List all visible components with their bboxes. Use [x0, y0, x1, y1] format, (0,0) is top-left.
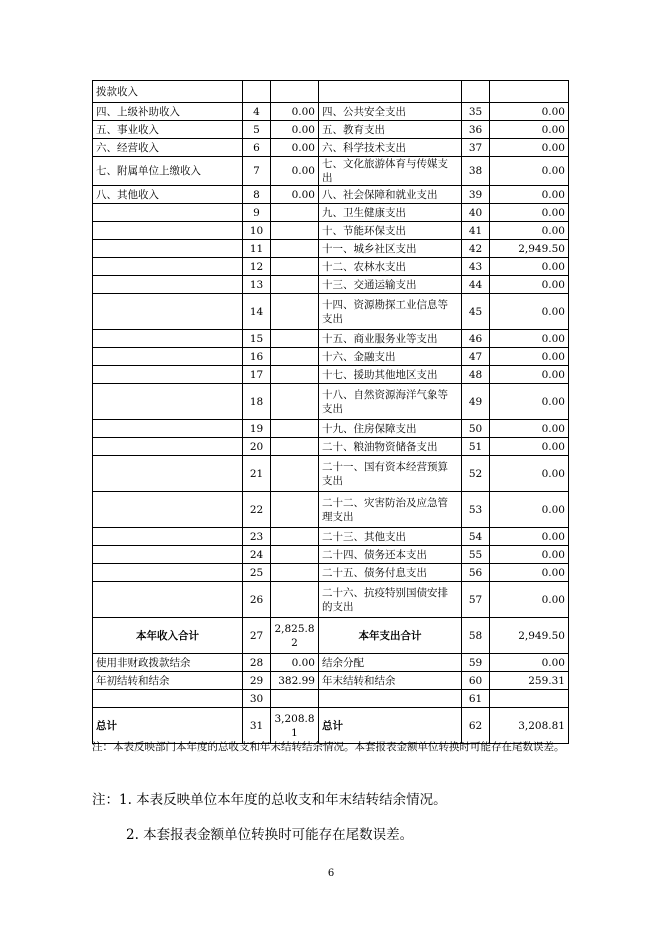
income-item-cell	[93, 690, 243, 708]
expense-line-number-cell: 45	[462, 294, 490, 330]
income-amount-cell	[271, 456, 319, 492]
table-row	[93, 618, 569, 654]
income-amount-cell: 0.00	[271, 139, 319, 157]
income-line-number-cell: 4	[243, 103, 271, 121]
income-line-number-cell: 5	[243, 121, 271, 139]
income-item-cell	[93, 240, 243, 258]
expense-amount-cell: 0.00	[490, 186, 569, 204]
expense-item-cell: 七、文化旅游体育与传媒支出	[319, 157, 462, 186]
expense-line-number-cell: 51	[462, 438, 490, 456]
expense-item-cell: 二十二、灾害防治及应急管理支出	[319, 492, 462, 528]
expense-item-cell: 二十三、其他支出	[319, 528, 462, 546]
expense-line-number-cell: 37	[462, 139, 490, 157]
income-line-number-cell: 31	[243, 708, 271, 744]
income-amount-cell	[271, 582, 319, 618]
income-line-number-cell: 21	[243, 456, 271, 492]
table-row	[93, 384, 569, 420]
expense-amount-cell: 0.00	[490, 654, 569, 672]
income-item-cell: 八、其他收入	[93, 186, 243, 204]
income-item-cell	[93, 276, 243, 294]
expense-item-cell: 十六、金融支出	[319, 348, 462, 366]
expense-item-cell: 十四、资源勘探工业信息等支出	[319, 294, 462, 330]
expense-item-cell: 二十五、债务付息支出	[319, 564, 462, 582]
income-line-number-cell: 25	[243, 564, 271, 582]
table-row	[93, 528, 569, 546]
expense-amount-cell: 0.00	[490, 366, 569, 384]
income-line-number-cell: 20	[243, 438, 271, 456]
table-row	[93, 204, 569, 222]
income-amount-cell	[271, 438, 319, 456]
income-item-cell	[93, 330, 243, 348]
expense-item-cell: 六、科学技术支出	[319, 139, 462, 157]
income-item-cell	[93, 546, 243, 564]
table-row	[93, 330, 569, 348]
expense-amount-cell: 0.00	[490, 492, 569, 528]
expense-line-number-cell: 62	[462, 708, 490, 744]
income-line-number-cell: 7	[243, 157, 271, 186]
income-line-number-cell: 12	[243, 258, 271, 276]
income-amount-cell	[271, 330, 319, 348]
table-row	[93, 492, 569, 528]
income-item-cell: 本年收入合计	[93, 618, 243, 654]
expense-amount-cell: 0.00	[490, 204, 569, 222]
expense-line-number-cell: 59	[462, 654, 490, 672]
income-line-number-cell: 15	[243, 330, 271, 348]
income-amount-cell: 3,208.81	[271, 708, 319, 744]
expense-amount-cell: 0.00	[490, 582, 569, 618]
expense-line-number-cell: 54	[462, 528, 490, 546]
expense-item-cell: 十五、商业服务业等支出	[319, 330, 462, 348]
expense-amount-cell: 0.00	[490, 456, 569, 492]
expense-item-cell: 结余分配	[319, 654, 462, 672]
income-line-number-cell: 23	[243, 528, 271, 546]
income-line-number-cell: 6	[243, 139, 271, 157]
income-amount-cell	[271, 420, 319, 438]
expense-amount-cell: 259.31	[490, 672, 569, 690]
income-amount-cell	[271, 258, 319, 276]
table-row	[93, 240, 569, 258]
income-item-cell	[93, 348, 243, 366]
income-amount-cell: 0.00	[271, 186, 319, 204]
expense-line-number-cell: 43	[462, 258, 490, 276]
income-amount-cell	[271, 348, 319, 366]
expense-line-number-cell: 57	[462, 582, 490, 618]
income-line-number-cell: 28	[243, 654, 271, 672]
expense-line-number-cell: 48	[462, 366, 490, 384]
income-item-cell: 六、经营收入	[93, 139, 243, 157]
expense-item-cell: 十八、自然资源海洋气象等支出	[319, 384, 462, 420]
expense-item-cell: 二十、粮油物资储备支出	[319, 438, 462, 456]
income-line-number-cell: 27	[243, 618, 271, 654]
income-line-number-cell: 24	[243, 546, 271, 564]
income-item-cell	[93, 564, 243, 582]
note-line-1: 注：1. 本表反映单位本年度的总收支和年末结转结余情况。	[92, 792, 447, 808]
table-row	[93, 420, 569, 438]
table-row	[93, 348, 569, 366]
income-amount-cell	[271, 294, 319, 330]
income-amount-cell	[271, 366, 319, 384]
expense-amount-cell: 3,208.81	[490, 708, 569, 744]
expense-item-cell: 十九、住房保障支出	[319, 420, 462, 438]
table-row	[93, 186, 569, 204]
expense-amount-cell	[490, 81, 569, 103]
table-row	[93, 121, 569, 139]
income-line-number-cell: 22	[243, 492, 271, 528]
income-line-number-cell	[243, 81, 271, 103]
expense-item-cell: 十三、交通运输支出	[319, 276, 462, 294]
income-line-number-cell: 30	[243, 690, 271, 708]
expense-item-cell: 十、节能环保支出	[319, 222, 462, 240]
expense-line-number-cell: 47	[462, 348, 490, 366]
expense-item-cell: 四、公共安全支出	[319, 103, 462, 121]
income-item-cell	[93, 366, 243, 384]
table-row	[93, 258, 569, 276]
income-line-number-cell: 11	[243, 240, 271, 258]
expense-amount-cell: 0.00	[490, 438, 569, 456]
income-amount-cell: 382.99	[271, 672, 319, 690]
income-item-cell: 五、事业收入	[93, 121, 243, 139]
income-item-cell	[93, 492, 243, 528]
expense-line-number-cell: 56	[462, 564, 490, 582]
expense-amount-cell: 0.00	[490, 121, 569, 139]
expense-line-number-cell: 58	[462, 618, 490, 654]
income-item-cell: 年初结转和结余	[93, 672, 243, 690]
table-row	[93, 276, 569, 294]
income-item-cell	[93, 420, 243, 438]
expense-line-number-cell: 49	[462, 384, 490, 420]
table-row	[93, 366, 569, 384]
expense-amount-cell: 0.00	[490, 294, 569, 330]
income-line-number-cell: 13	[243, 276, 271, 294]
income-amount-cell: 0.00	[271, 121, 319, 139]
income-item-cell	[93, 384, 243, 420]
income-amount-cell	[271, 564, 319, 582]
table-row	[93, 139, 569, 157]
income-line-number-cell: 8	[243, 186, 271, 204]
table-row	[93, 81, 569, 103]
expense-line-number-cell: 52	[462, 456, 490, 492]
income-amount-cell	[271, 240, 319, 258]
expense-line-number-cell: 40	[462, 204, 490, 222]
expense-item-cell: 八、社会保障和就业支出	[319, 186, 462, 204]
expense-line-number-cell: 44	[462, 276, 490, 294]
income-amount-cell: 0.00	[271, 157, 319, 186]
table-row	[93, 456, 569, 492]
expense-item-cell: 二十一、国有资本经营预算支出	[319, 456, 462, 492]
income-amount-cell	[271, 276, 319, 294]
expense-amount-cell: 0.00	[490, 564, 569, 582]
income-item-cell: 总计	[93, 708, 243, 744]
revenue-expenditure-table-container	[92, 80, 568, 744]
table-row	[93, 654, 569, 672]
income-item-cell	[93, 258, 243, 276]
expense-amount-cell: 0.00	[490, 222, 569, 240]
expense-amount-cell: 0.00	[490, 384, 569, 420]
income-amount-cell	[271, 81, 319, 103]
income-line-number-cell: 16	[243, 348, 271, 366]
table-body	[93, 81, 569, 744]
expense-line-number-cell: 61	[462, 690, 490, 708]
income-line-number-cell: 29	[243, 672, 271, 690]
income-item-cell: 使用非财政拨款结余	[93, 654, 243, 672]
table-row	[93, 103, 569, 121]
income-amount-cell	[271, 528, 319, 546]
expense-amount-cell: 0.00	[490, 348, 569, 366]
table-row	[93, 438, 569, 456]
income-amount-cell: 2,825.82	[271, 618, 319, 654]
page-number: 6	[327, 868, 335, 879]
expense-item-cell: 九、卫生健康支出	[319, 204, 462, 222]
income-amount-cell	[271, 204, 319, 222]
income-amount-cell	[271, 222, 319, 240]
expense-item-cell	[319, 690, 462, 708]
expense-amount-cell: 0.00	[490, 103, 569, 121]
expense-amount-cell: 0.00	[490, 276, 569, 294]
expense-item-cell: 十一、城乡社区支出	[319, 240, 462, 258]
income-amount-cell	[271, 384, 319, 420]
expense-line-number-cell: 41	[462, 222, 490, 240]
income-item-cell	[93, 582, 243, 618]
expense-amount-cell: 0.00	[490, 139, 569, 157]
expense-item-cell: 总计	[319, 708, 462, 744]
expense-item-cell	[319, 81, 462, 103]
expense-amount-cell: 0.00	[490, 546, 569, 564]
expense-item-cell: 五、教育支出	[319, 121, 462, 139]
income-line-number-cell: 18	[243, 384, 271, 420]
expense-item-cell: 二十四、债务还本支出	[319, 546, 462, 564]
expense-line-number-cell: 39	[462, 186, 490, 204]
income-item-cell	[93, 456, 243, 492]
income-item-cell: 拨款收入	[93, 81, 243, 103]
income-amount-cell	[271, 492, 319, 528]
income-line-number-cell: 9	[243, 204, 271, 222]
expense-amount-cell: 0.00	[490, 330, 569, 348]
revenue-expenditure-table	[92, 80, 569, 744]
expense-item-cell: 年末结转和结余	[319, 672, 462, 690]
table-row	[93, 157, 569, 186]
expense-amount-cell: 2,949.50	[490, 240, 569, 258]
table-row	[93, 222, 569, 240]
expense-item-cell: 十二、农林水支出	[319, 258, 462, 276]
expense-line-number-cell: 42	[462, 240, 490, 258]
income-line-number-cell: 17	[243, 366, 271, 384]
income-line-number-cell: 26	[243, 582, 271, 618]
note-line-2: 2. 本套报表金额单位转换时可能存在尾数误差。	[126, 827, 414, 843]
expense-item-cell: 十七、援助其他地区支出	[319, 366, 462, 384]
expense-amount-cell: 0.00	[490, 258, 569, 276]
income-line-number-cell: 10	[243, 222, 271, 240]
income-item-cell: 四、上级补助收入	[93, 103, 243, 121]
income-item-cell	[93, 204, 243, 222]
expense-line-number-cell: 38	[462, 157, 490, 186]
income-line-number-cell: 14	[243, 294, 271, 330]
table-footnote: 注：本表反映部门本年度的总收支和年末结转结余情况。本套报表金额单位转换时可能存在尾数误差。	[92, 741, 565, 753]
table-row	[93, 582, 569, 618]
table-row	[93, 294, 569, 330]
expense-line-number-cell: 53	[462, 492, 490, 528]
income-amount-cell	[271, 546, 319, 564]
income-item-cell	[93, 528, 243, 546]
income-amount-cell: 0.00	[271, 103, 319, 121]
table-row	[93, 564, 569, 582]
expense-amount-cell: 0.00	[490, 157, 569, 186]
expense-item-cell: 本年支出合计	[319, 618, 462, 654]
income-item-cell	[93, 222, 243, 240]
expense-amount-cell: 0.00	[490, 528, 569, 546]
expense-line-number-cell	[462, 81, 490, 103]
table-row	[93, 672, 569, 690]
expense-amount-cell: 0.00	[490, 420, 569, 438]
income-line-number-cell: 19	[243, 420, 271, 438]
expense-line-number-cell: 55	[462, 546, 490, 564]
income-amount-cell: 0.00	[271, 654, 319, 672]
expense-line-number-cell: 35	[462, 103, 490, 121]
expense-line-number-cell: 46	[462, 330, 490, 348]
expense-item-cell: 二十六、抗疫特别国债安排的支出	[319, 582, 462, 618]
income-item-cell	[93, 438, 243, 456]
table-row	[93, 546, 569, 564]
table-row	[93, 690, 569, 708]
expense-line-number-cell: 50	[462, 420, 490, 438]
income-amount-cell	[271, 690, 319, 708]
expense-amount-cell: 2,949.50	[490, 618, 569, 654]
expense-amount-cell	[490, 690, 569, 708]
expense-line-number-cell: 36	[462, 121, 490, 139]
income-item-cell: 七、附属单位上缴收入	[93, 157, 243, 186]
expense-line-number-cell: 60	[462, 672, 490, 690]
income-item-cell	[93, 294, 243, 330]
